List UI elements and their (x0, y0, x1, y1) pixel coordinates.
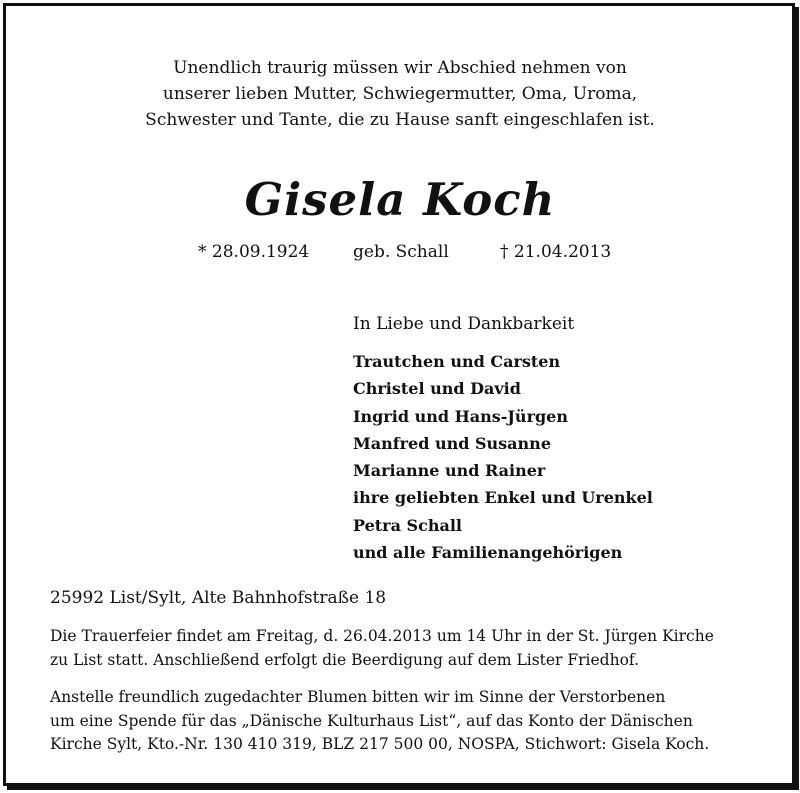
intro-line: Schwester und Tante, die zu Hause sanft eingeschlafen ist. (145, 110, 655, 130)
birth-date: * 28.09.1924 (198, 242, 310, 262)
mourner-entry: Christel und David (353, 379, 521, 399)
mourners-list (353, 348, 653, 566)
funeral-line: zu List statt. Anschließend erfolgt die Beerdigung auf dem Lister Friedhof. (50, 650, 640, 669)
address: 25992 List/Sylt, Alte Bahnhofstraße 18 (50, 588, 387, 608)
thanks-line: In Liebe und Dankbarkeit (353, 314, 575, 334)
mourner-entry: Trautchen und Carsten (353, 352, 561, 371)
death-date: † 21.04.2013 (500, 242, 612, 262)
mourner-entry: Marianne und Rainer (353, 461, 546, 481)
funeral-line: Die Trauerfeier findet am Freitag, d. 26.04.2013 um 14 Uhr in der St. Jürgen Kirche (50, 627, 714, 645)
mourner-entry: Manfred und Susanne (353, 433, 551, 453)
donation-line: Anstelle freundlich zugedachter Blumen bitten wir im Sinne der Verstorbenen (50, 688, 666, 706)
donation-line: Kirche Sylt, Kto.-Nr. 130 410 319, BLZ 217 500 00, NOSPA, Stichwort: Gisela Koch. (50, 735, 710, 753)
intro-text (0, 55, 800, 133)
intro-line: Unendlich traurig müssen wir Abschied nehmen von (173, 58, 627, 78)
donation-info (50, 686, 709, 757)
funeral-info (50, 625, 714, 672)
mourner-entry: ihre geliebten Enkel und Urenkel (353, 488, 653, 508)
maiden-name: geb. Schall (353, 242, 449, 262)
deceased-name: Gisela Koch (244, 173, 556, 226)
donation-line: um eine Spende für das „Dänische Kulturhaus List“, auf das Konto der Dänischen (50, 711, 693, 730)
mourner-entry: und alle Familienangehörigen (353, 543, 623, 563)
intro-line: unserer lieben Mutter, Schwiegermutter, Oma, Uroma, (162, 84, 638, 104)
mourner-entry: Ingrid und Hans-Jürgen (353, 406, 568, 426)
mourner-entry: Petra Schall (353, 515, 462, 535)
